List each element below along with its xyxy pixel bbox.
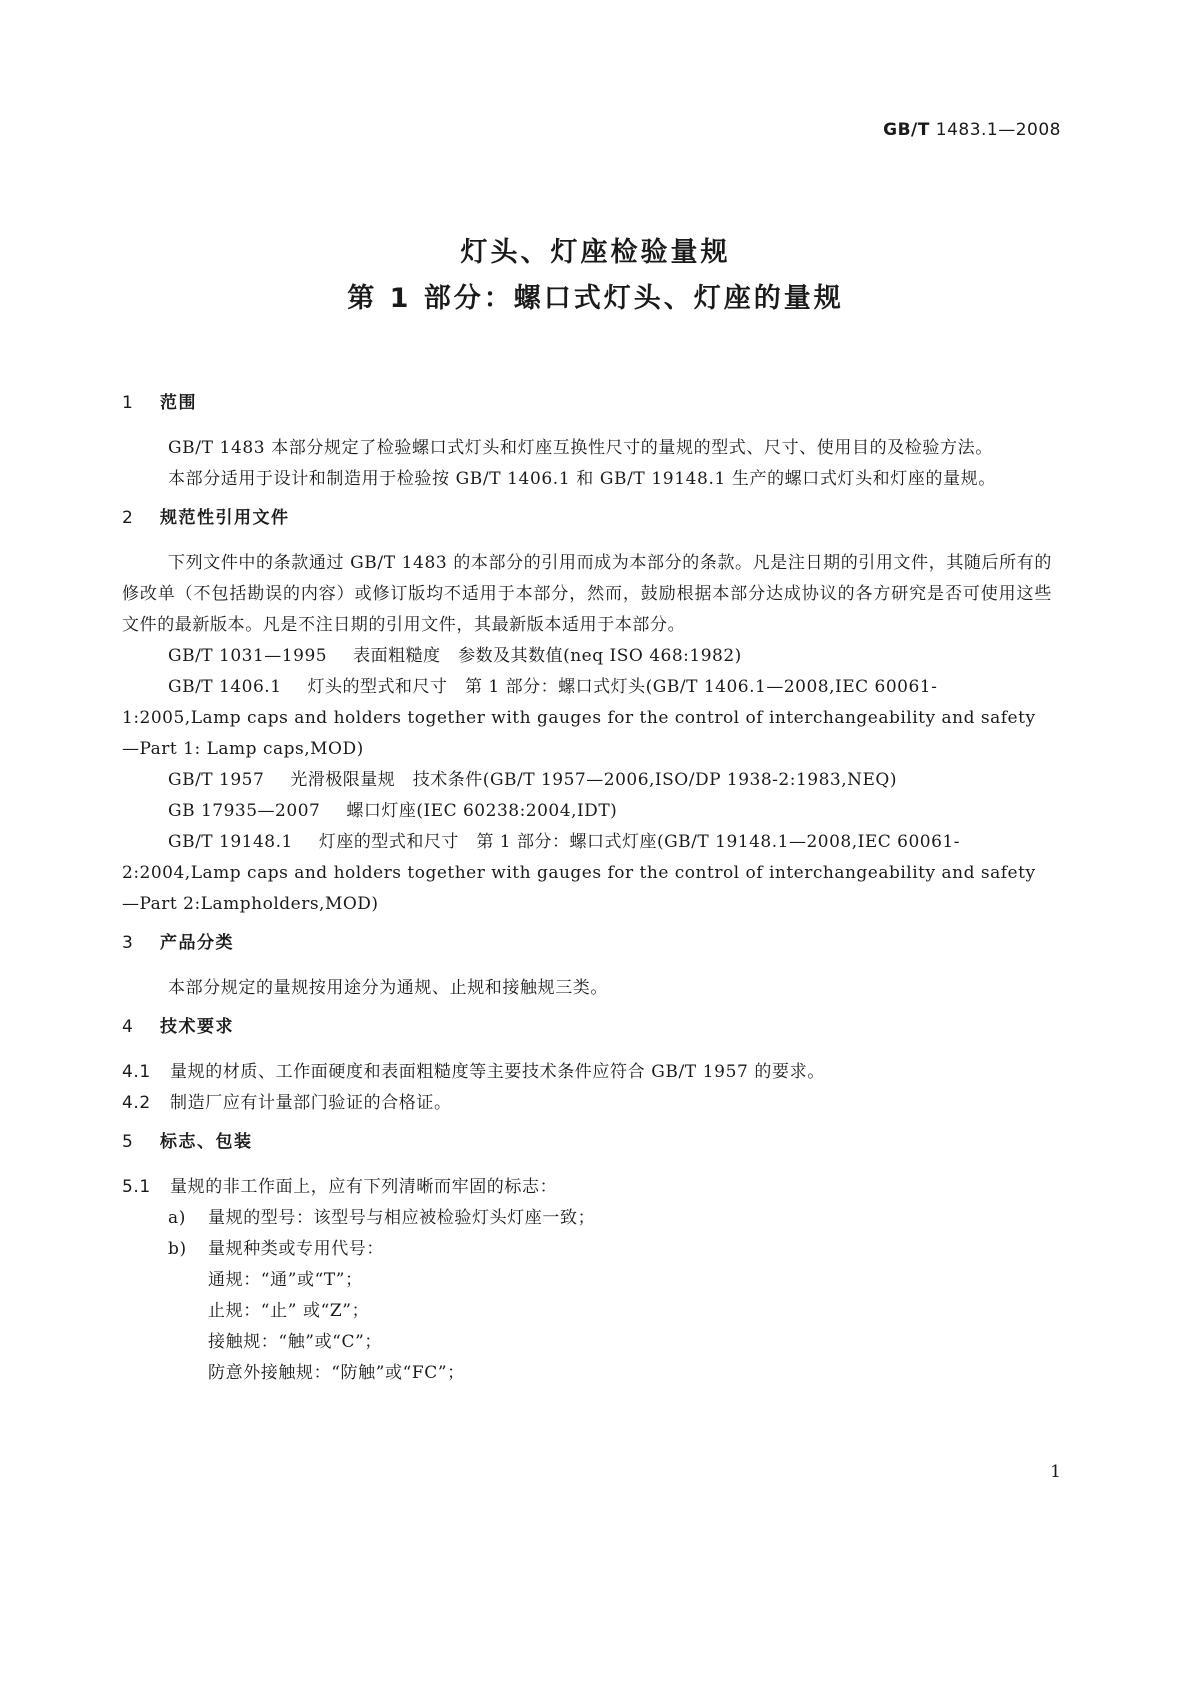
section-number: 3 — [122, 933, 135, 953]
section-title: 规范性引用文件 — [160, 508, 290, 528]
reference-code: GB/T 1031—1995 — [168, 646, 328, 666]
clause-text: 量规的材质、工作面硬度和表面粗糙度等主要技术条件应符合 GB/T 1957 的要求。 — [170, 1062, 825, 1082]
reference-title: 灯头的型式和尺寸 第 1 部分：螺口式灯头(GB/T 1406.1—2008,IEC 60061-1:2005,Lamp caps and holders together with gauges for the control of interchangeability and safety—Part 1: Lamp caps,MOD) — [122, 677, 1036, 759]
reference-title: 灯座的型式和尺寸 第 1 部分：螺口式灯座(GB/T 19148.1—2008,IEC 60061-2:2004,Lamp caps and holders together with gauges for the control of interchangeability and safety—Part 2:Lampholders,MOD) — [122, 832, 1036, 914]
section-number: 1 — [122, 393, 135, 413]
section-heading-scope — [122, 388, 1052, 419]
title-line-2: 第 1 部分：螺口式灯头、灯座的量规 — [347, 283, 844, 314]
section-number: 5 — [122, 1132, 135, 1152]
reference-code: GB/T 1406.1 — [168, 677, 282, 697]
reference-title: 螺口灯座(IEC 60238:2004,IDT) — [346, 801, 618, 821]
reference-item — [122, 796, 1052, 827]
reference-item — [122, 672, 1052, 765]
section-title: 范围 — [160, 393, 197, 413]
reference-code: GB/T 19148.1 — [168, 832, 293, 852]
section-title: 产品分类 — [160, 933, 234, 953]
list-marker: b) — [168, 1239, 187, 1259]
section-number: 2 — [122, 508, 135, 528]
title-line-1: 灯头、灯座检验量规 — [460, 237, 731, 268]
reference-item — [122, 765, 1052, 796]
list-item-a — [168, 1203, 1052, 1234]
references-intro-paragraph: 下列文件中的条款通过 GB/T 1483 的本部分的引用而成为本部分的条款。凡是注日期的引用文件，其随后所有的修改单（不包括勘误的内容）或修订版均不适用于本部分，然而，鼓励根据本部分达成协议的各方研究是否可使用这些文件的最新版本。凡是不注日期的引用文件，其最新版本适用于本部分。 — [122, 553, 1052, 635]
reference-code: GB/T 1957 — [168, 770, 265, 790]
classification-paragraph: 本部分规定的量规按用途分为通规、止规和接触规三类。 — [168, 978, 608, 998]
clause-4-1 — [122, 1057, 1052, 1088]
list-marker: a) — [168, 1208, 186, 1228]
clause-4-2 — [122, 1088, 1052, 1119]
scope-paragraph-2: 本部分适用于设计和制造用于检验按 GB/T 1406.1 和 GB/T 19148.1 生产的螺口式灯头和灯座的量规。 — [168, 469, 996, 489]
document-title — [0, 230, 1191, 322]
page-number: 1 — [1050, 1462, 1061, 1482]
scope-paragraph-1: GB/T 1483 本部分规定了检验螺口式灯头和灯座互换性尺寸的量规的型式、尺寸、使用目的及检验方法。 — [168, 438, 993, 458]
gauge-code-contact: 接触规：“触”或“C”； — [208, 1332, 382, 1352]
standard-number-header — [883, 120, 1061, 140]
section-number: 4 — [122, 1017, 135, 1037]
list-text: 量规的型号：该型号与相应被检验灯头灯座一致； — [208, 1208, 596, 1228]
gauge-code-go: 通规：“通”或“T”； — [208, 1270, 363, 1290]
clause-text: 制造厂应有计量部门验证的合格证。 — [170, 1093, 452, 1113]
standard-number: 1483.1—2008 — [935, 120, 1061, 140]
clause-5-1 — [122, 1172, 1052, 1203]
section-heading-normative-references — [122, 503, 1052, 534]
document-body — [122, 378, 1052, 1389]
gauge-code-accidental-contact: 防意外接触规：“防触”或“FC”； — [208, 1363, 465, 1383]
section-heading-marking-packaging — [122, 1127, 1052, 1158]
list-text: 量规种类或专用代号： — [208, 1239, 384, 1259]
reference-item — [122, 641, 1052, 672]
reference-title: 光滑极限量规 技术条件(GB/T 1957—2006,ISO/DP 1938-2:1983,NEQ) — [290, 770, 897, 790]
clause-text: 量规的非工作面上，应有下列清晰而牢固的标志： — [170, 1177, 558, 1197]
clause-number: 4.1 — [122, 1062, 151, 1082]
reference-item — [122, 827, 1052, 920]
clause-number: 4.2 — [122, 1093, 151, 1113]
section-heading-technical-requirements — [122, 1012, 1052, 1043]
standard-prefix: GB/T — [883, 120, 930, 140]
reference-title: 表面粗糙度 参数及其数值(neq ISO 468:1982) — [353, 646, 742, 666]
section-title: 标志、包装 — [160, 1132, 253, 1152]
list-item-b — [168, 1234, 1052, 1265]
reference-code: GB 17935—2007 — [168, 801, 321, 821]
section-title: 技术要求 — [160, 1017, 234, 1037]
gauge-code-nogo: 止规：“止” 或“Z”； — [208, 1301, 370, 1321]
section-heading-classification — [122, 928, 1052, 959]
clause-number: 5.1 — [122, 1177, 151, 1197]
